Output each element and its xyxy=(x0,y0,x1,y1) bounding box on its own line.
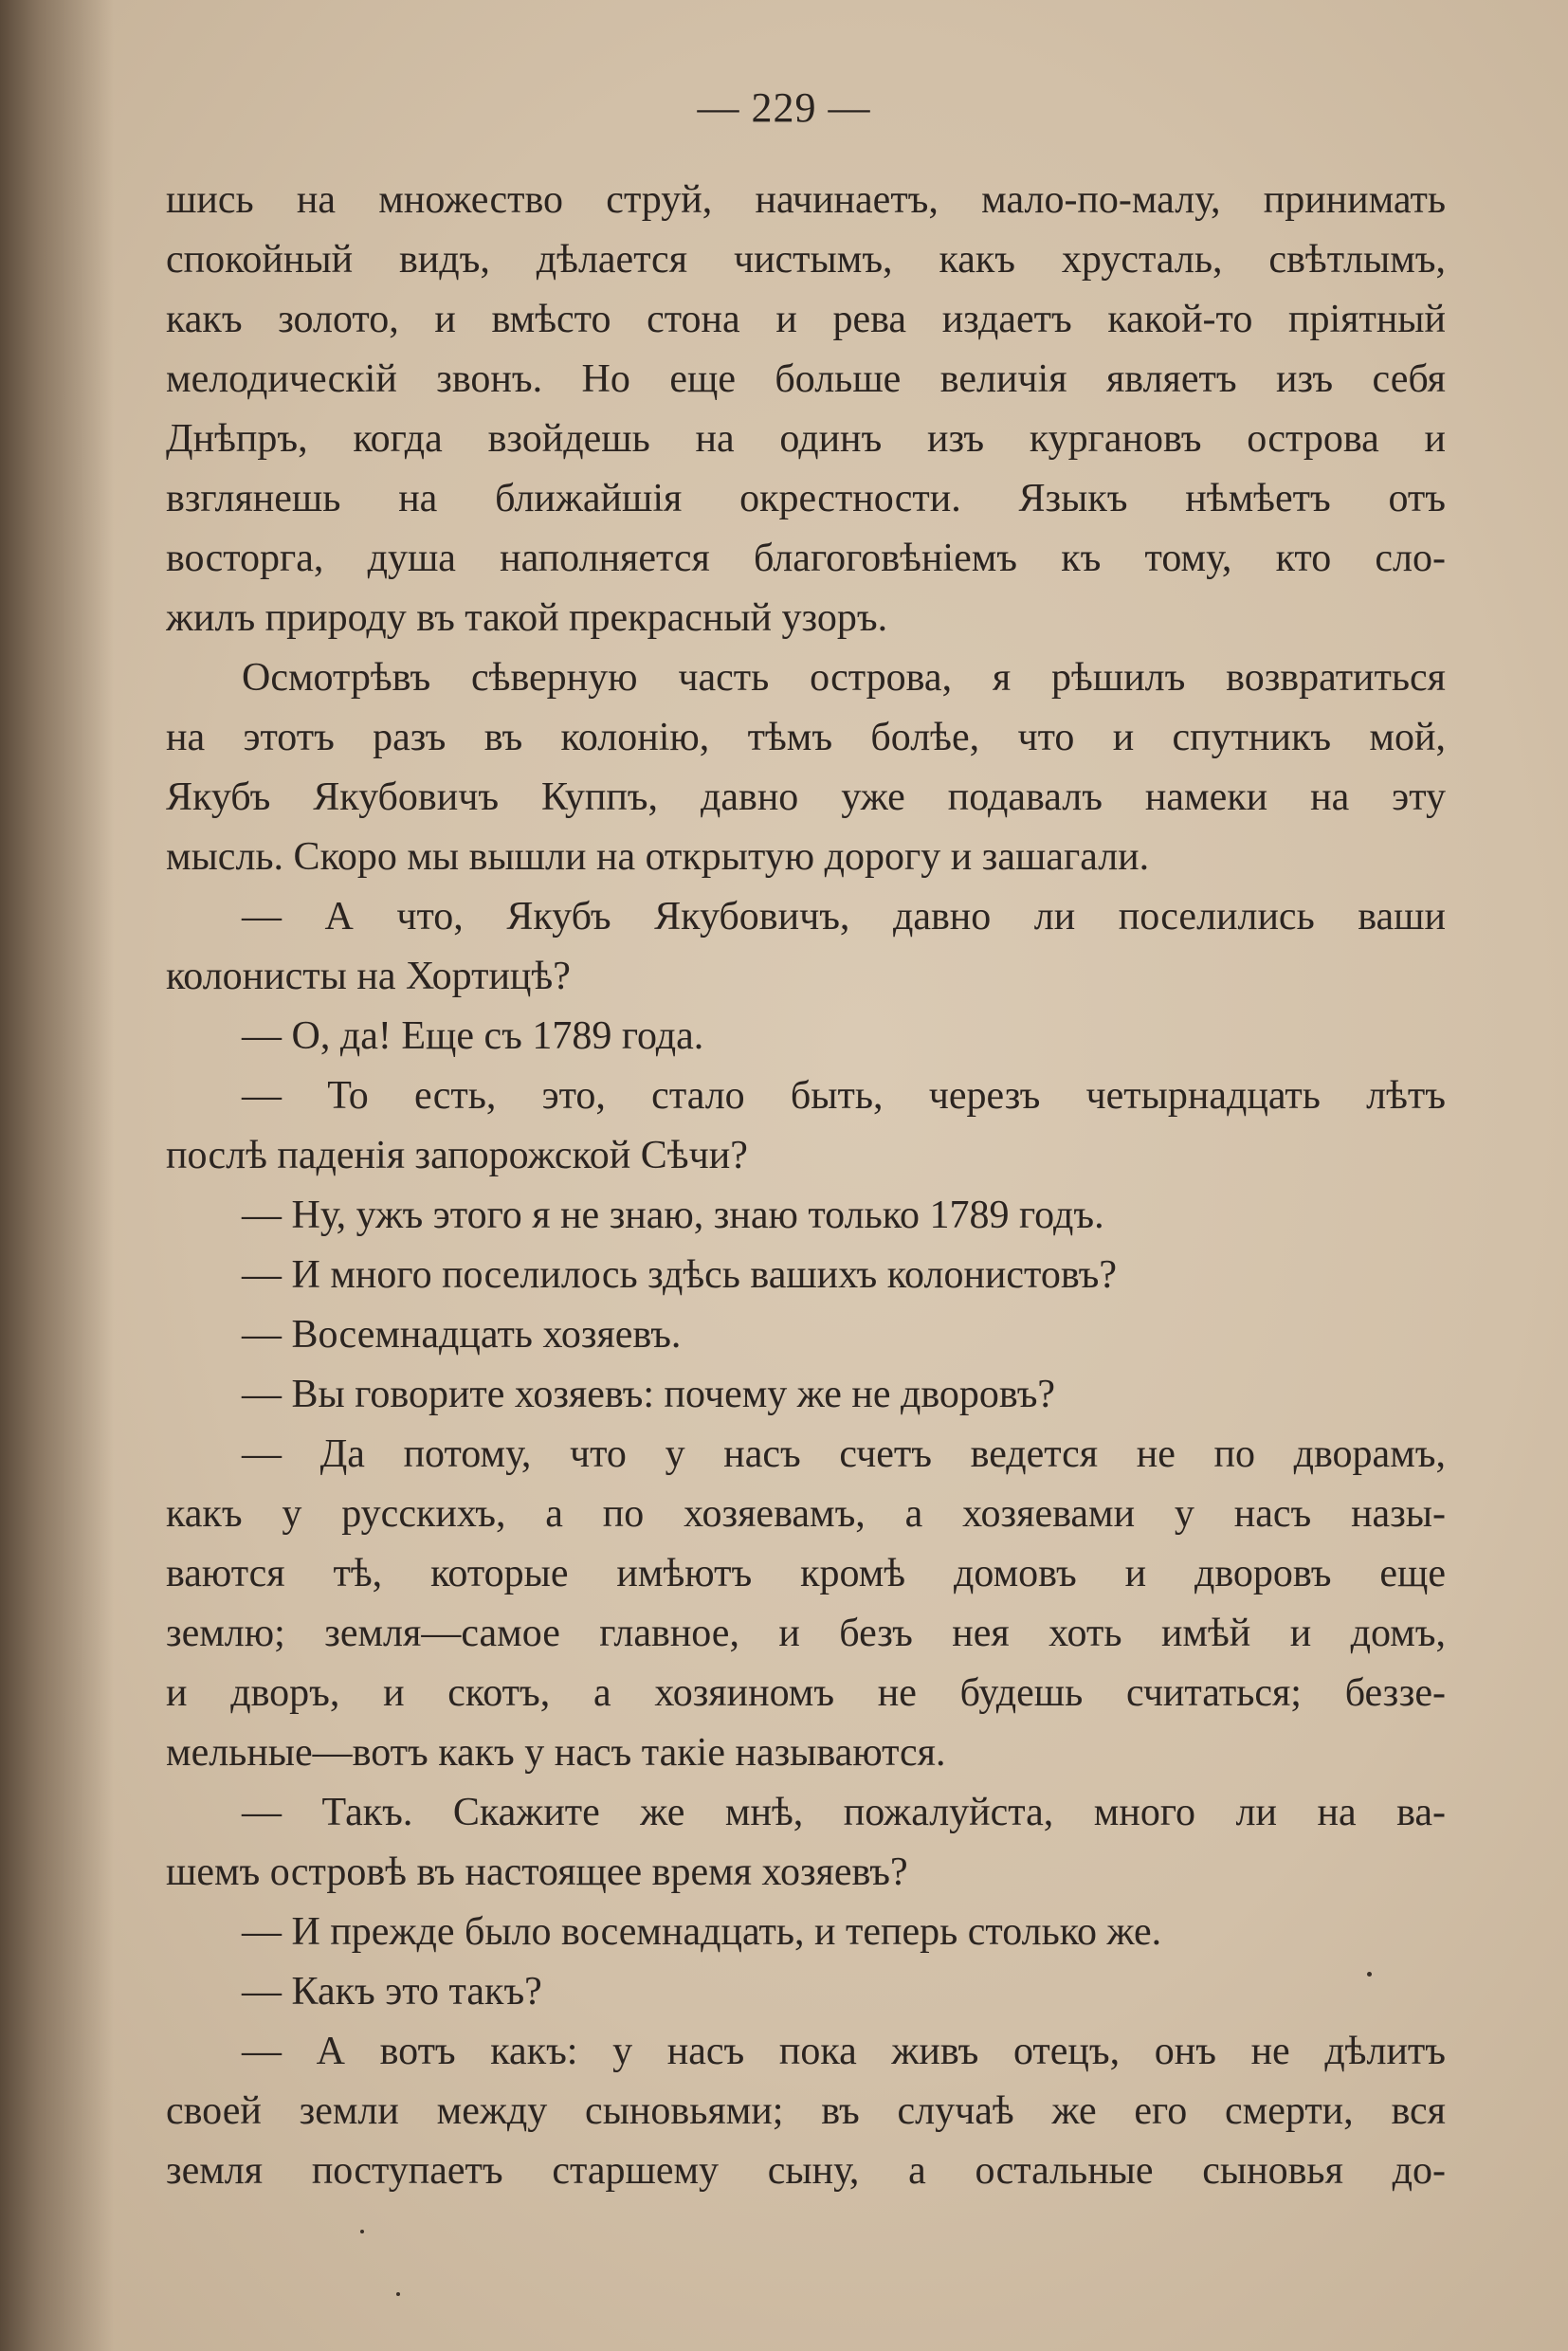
ink-speck xyxy=(396,2292,400,2296)
text-line: — О, да! Еще съ 1789 года. xyxy=(242,1014,704,1058)
ink-speck xyxy=(360,2230,364,2233)
text-line: мысль. Скоро мы вышли на открытую дорогу и зашагали. xyxy=(166,835,1150,879)
text-line: — Ну, ужъ этого я не знаю, знаю только 1789 годъ. xyxy=(242,1194,1104,1237)
text-line: мелодическій звонъ. Но еще больше величія являетъ изъ себя xyxy=(166,357,1446,401)
text-line: какъ золото, и вмѣсто стона и рева издаетъ какой-то пріятный xyxy=(166,298,1446,341)
text-line: землю; земля—самое главное, и безъ нея хоть имѣй и домъ, xyxy=(166,1612,1446,1655)
page-number: — 229 — xyxy=(697,84,871,131)
text-line: — Да потому, что у насъ счетъ ведется не по дворамъ, xyxy=(242,1432,1446,1476)
text-line: взглянешь на ближайшія окрестности. Языкъ нѣмѣетъ отъ xyxy=(166,477,1446,520)
text-line: — Какъ это такъ? xyxy=(242,1970,542,2014)
text-line: жилъ природу въ такой прекрасный узоръ. xyxy=(166,596,888,640)
text-line: восторга, душа наполняется благоговѣніемъ къ тому, кто сло- xyxy=(166,537,1446,580)
text-line: ваются тѣ, которые имѣютъ кромѣ домовъ и дворовъ еще xyxy=(166,1552,1446,1595)
text-line: — То есть, это, стало быть, черезъ четырнадцать лѣтъ xyxy=(242,1074,1446,1118)
text-line: — Вы говорите хозяевъ: почему же не дворовъ? xyxy=(242,1373,1056,1416)
text-line: земля поступаетъ старшему сыну, а остальные сыновья до- xyxy=(166,2149,1446,2193)
text-line: — А что, Якубъ Якубовичъ, давно ли поселились ваши xyxy=(242,895,1446,939)
text-line: — И много поселилось здѣсь вашихъ колонистовъ? xyxy=(242,1253,1117,1297)
text-line: — Такъ. Скажите же мнѣ, пожалуйста, много ли на ва- xyxy=(242,1791,1446,1834)
text-line: Днѣпръ, когда взойдешь на одинъ изъ кургановъ острова и xyxy=(166,417,1446,461)
text-line: какъ у русскихъ, а по хозяевамъ, а хозяевами у насъ назы- xyxy=(166,1492,1446,1536)
spine-shadow xyxy=(0,0,114,2351)
text-line: своей земли между сыновьями; въ случаѣ же его смерти, вся xyxy=(166,2089,1446,2133)
text-line: шись на множество струй, начинаетъ, мало-по-малу, принимать xyxy=(166,178,1446,222)
text-line: — А вотъ какъ: у насъ пока живъ отецъ, онъ не дѣлитъ xyxy=(242,2030,1446,2073)
text-line: — И прежде было восемнадцать, и теперь столько же. xyxy=(242,1910,1162,1954)
text-line: мельные—вотъ какъ у насъ такіе называются. xyxy=(166,1731,946,1775)
text-line: Якубъ Якубовичъ Куппъ, давно уже подавалъ намеки на эту xyxy=(166,775,1446,819)
text-line: колонисты на Хортицѣ? xyxy=(166,955,571,998)
text-line: — Восемнадцать хозяевъ. xyxy=(242,1313,682,1357)
text-line: спокойный видъ, дѣлается чистымъ, какъ хрусталь, свѣтлымъ, xyxy=(166,238,1446,282)
text-line: шемъ островѣ въ настоящее время хозяевъ? xyxy=(166,1850,908,1894)
text-line: послѣ паденія запорожской Сѣчи? xyxy=(166,1134,748,1177)
ink-speck xyxy=(1367,1972,1372,1977)
text-line: на этотъ разъ въ колонію, тѣмъ болѣе, что и спутникъ мой, xyxy=(166,716,1446,759)
body-text xyxy=(166,171,1446,2201)
text-line: и дворъ, и скотъ, а хозяиномъ не будешь считаться; беззе- xyxy=(166,1671,1446,1715)
text-line: Осмотрѣвъ сѣверную часть острова, я рѣшилъ возвратиться xyxy=(242,656,1446,700)
